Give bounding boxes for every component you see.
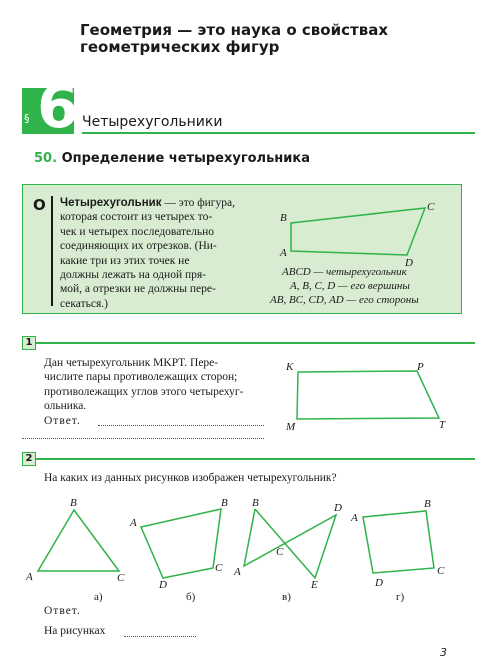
header-title-line-2: геометрических фигур: [80, 38, 280, 56]
task-1-label-k: K: [286, 361, 294, 373]
task-1-line-3: противолежащих углов этого четырехуг-: [44, 385, 244, 398]
figure-a-caption: а): [94, 591, 103, 603]
figure-a-label-b: B: [70, 497, 77, 509]
chapter-number: 6: [37, 72, 79, 142]
task-2-answer-prefix: На рисунках: [44, 625, 106, 637]
figure-a-label-c: C: [117, 572, 125, 584]
subsection-title: Определение четырехугольника: [61, 151, 310, 166]
task-2-answer-label: Ответ.: [44, 605, 81, 617]
task-1-quadrilateral: [297, 371, 439, 419]
task-1-answer-label: Ответ.: [44, 415, 81, 427]
definition-line-3: чек и четырех последовательно: [60, 225, 215, 238]
task-1-number: 1: [22, 336, 36, 350]
definition-label-c: C: [427, 201, 435, 213]
header-title-line-1: Геометрия — это наука о свойствах: [80, 21, 388, 39]
definition-label-b: B: [280, 212, 287, 224]
figure-a-triangle: [38, 510, 119, 571]
definition-quadrilateral: [291, 208, 425, 255]
figure-b-caption: б): [186, 591, 196, 603]
definition-line-8: секаться.): [60, 297, 108, 310]
figure-b-quadrilateral: [141, 509, 221, 578]
figure-c-label-e: E: [311, 579, 318, 591]
figure-d-square: [363, 511, 434, 573]
figure-b-label-a: A: [130, 517, 137, 529]
definition-label-d: D: [405, 257, 413, 269]
page-number: 3: [440, 646, 447, 659]
task-2-number: 2: [22, 452, 36, 466]
section-sign: §: [24, 112, 30, 125]
definition-term: Четырехугольник: [60, 197, 162, 209]
definition-caption-3: AB, BC, CD, AD — его стороны: [270, 294, 419, 306]
figure-c-polyline: [244, 509, 336, 578]
figure-d-label-c: C: [437, 565, 445, 577]
definition-caption-1: ABCD — четырехугольник: [282, 266, 407, 278]
figure-d-label-a: A: [351, 512, 358, 524]
definition-line-6: должны лежать на одной пря-: [60, 269, 206, 282]
figure-c-label-d: D: [334, 502, 342, 514]
chapter-title: Четырехугольники: [82, 114, 223, 130]
figure-b-label-d: D: [159, 579, 167, 591]
figure-c-label-c: C: [276, 546, 284, 558]
figure-c-label-a: A: [234, 566, 241, 578]
definition-label-a: A: [280, 247, 287, 259]
figure-b-label-c: C: [215, 562, 223, 574]
definition-line-4: соединяющих их отрезков. (Ни-: [60, 240, 217, 253]
figure-c-label-b: B: [252, 497, 259, 509]
figure-d-label-d: D: [375, 577, 383, 589]
figure-d-caption: г): [396, 591, 405, 603]
task-2-question: На каких из данных рисунков изображен четырехугольник?: [44, 472, 337, 484]
subsection-number: 50.: [34, 151, 58, 166]
figure-c-caption: в): [282, 591, 291, 603]
task-1-line-2: числите пары противолежащих сторон;: [44, 371, 238, 384]
figure-b-label-b: B: [221, 497, 228, 509]
figure-a-label-a: A: [26, 571, 33, 583]
definition-line-7: мой, а отрезки не должны пере-: [60, 283, 216, 296]
definition-caption-2: A, B, C, D — его вершины: [290, 280, 410, 292]
definition-marker: О: [33, 196, 46, 214]
definition-line-1: Четырехугольник — это фигура,: [60, 197, 236, 209]
task-1-label-m: M: [286, 421, 296, 433]
task-1-line-4: ольника.: [44, 400, 87, 413]
figure-d-label-b: B: [424, 498, 431, 510]
task-1-label-t: T: [439, 419, 446, 431]
definition-line-5: какие три из этих точек не: [60, 254, 190, 267]
task-1-line-1: Дан четырехугольник MKPT. Пере-: [44, 357, 219, 369]
definition-line-2: которая состоит из четырех то-: [60, 211, 213, 224]
task-1-label-p: P: [417, 361, 424, 373]
